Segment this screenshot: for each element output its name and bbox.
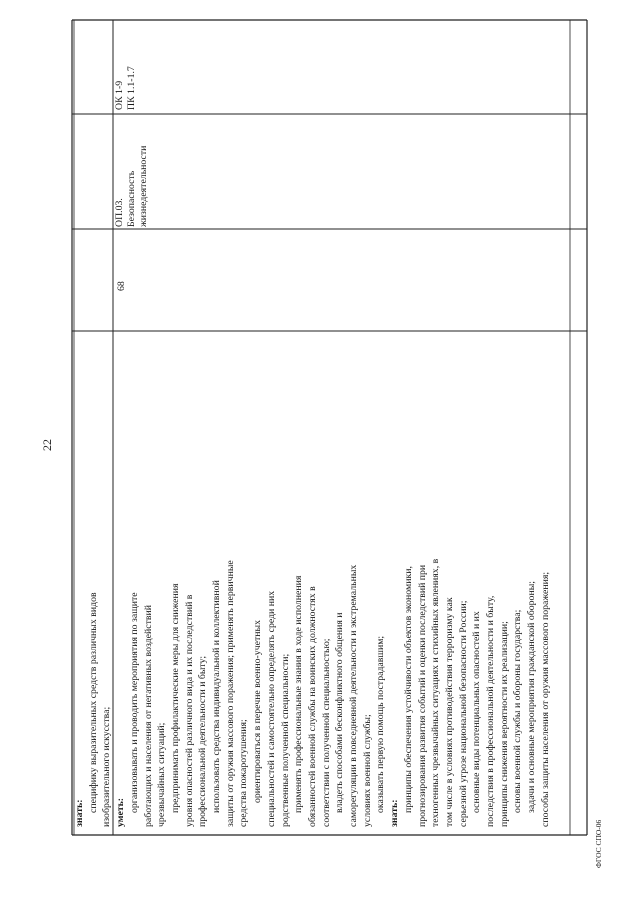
- footer-code: ФГОС СПО-06: [594, 819, 603, 868]
- content-line: саморегуляции в повседневной деятельности и экстремальных: [348, 564, 359, 827]
- content-line: чрезвычайных ситуаций;: [156, 722, 168, 827]
- rotated-table: [72, 20, 587, 835]
- competencies-line-2: ПК 1.1-1.7: [126, 66, 137, 110]
- content-line: изобразительного искусства;: [101, 706, 113, 827]
- discipline-name-line-1: Безопасность: [126, 170, 137, 227]
- content-line: использовать средства индивидуальной и коллективной: [211, 580, 222, 813]
- hours-value: 68: [116, 281, 127, 291]
- content-line: техногенных чрезвычайных ситуациях и стихийных явлениях, в: [430, 558, 442, 827]
- discipline-name-line-2: жизнедеятельности: [138, 145, 149, 227]
- competencies-cell: [72, 20, 587, 114]
- content-line: владеть способами бесконфликтного общения и: [334, 612, 346, 813]
- content-line: обязанностей военной службы на воинских должностях в: [306, 586, 318, 827]
- content-line: том числе в условиях противодействия терроризму как: [443, 597, 455, 827]
- content-line: основные виды потенциальных опасностей и их: [471, 611, 483, 813]
- content-line: ориентироваться в перечне военно-учетных: [252, 620, 264, 803]
- content-line: применять профессиональные знания в ходе исполнения: [293, 575, 305, 813]
- section-heading: уметь:: [115, 797, 127, 827]
- content-line: соответствии с полученной специальностью;: [320, 638, 332, 827]
- content-line: основы военной службы и обороны государства;: [512, 609, 524, 813]
- content-line: прогнозирования развития событий и оценки последствий при: [416, 564, 428, 827]
- content-line: специальностей и самостоятельно определять среди них: [265, 590, 277, 827]
- content-line: профессиональной деятельности и быту;: [197, 655, 209, 827]
- content-line: защиты от оружия массового поражения; применять первичные: [224, 560, 236, 827]
- discipline-cell: [72, 114, 587, 229]
- page-number: 22: [40, 439, 54, 451]
- section-heading: знать:: [74, 799, 85, 827]
- competencies-line-1: ОК 1-9: [114, 80, 125, 110]
- content-line: способы защиты населения от оружия массового поражения;: [539, 571, 551, 827]
- content-line: задачи и основные мероприятия гражданской обороны;: [526, 580, 538, 813]
- content-line: оказывать первую помощь пострадавшим;: [375, 635, 387, 813]
- content-line: предпринимать профилактические меры для снижения: [169, 583, 181, 813]
- discipline-code: ОП.03.: [114, 198, 125, 227]
- content-line: условиях военной службы;: [361, 714, 373, 827]
- content-line: организовывать и проводить мероприятия по защите: [128, 592, 140, 813]
- content-cell: [72, 331, 587, 835]
- content-line: принципы снижения вероятности их реализации;: [498, 621, 510, 827]
- hours-cell: [72, 229, 587, 331]
- content-line: специфику выразительных средств различных видов: [87, 592, 99, 813]
- content-line: родственные полученной специальности;: [279, 653, 291, 827]
- content-line: работающих и населения от негативных воздействий: [142, 605, 154, 827]
- content-line: серьезной угрозе национальной безопасности России;: [457, 600, 469, 827]
- content-line: принципы обеспечения устойчивости объектов экономики,: [402, 566, 414, 813]
- content-line: средства пожаротушения;: [238, 719, 250, 827]
- section-heading: знать:: [389, 799, 401, 827]
- content-line: последствия в профессиональной деятельности и быту,: [485, 595, 496, 827]
- content-line: уровня опасностей различного вида и их последствий в: [183, 594, 195, 827]
